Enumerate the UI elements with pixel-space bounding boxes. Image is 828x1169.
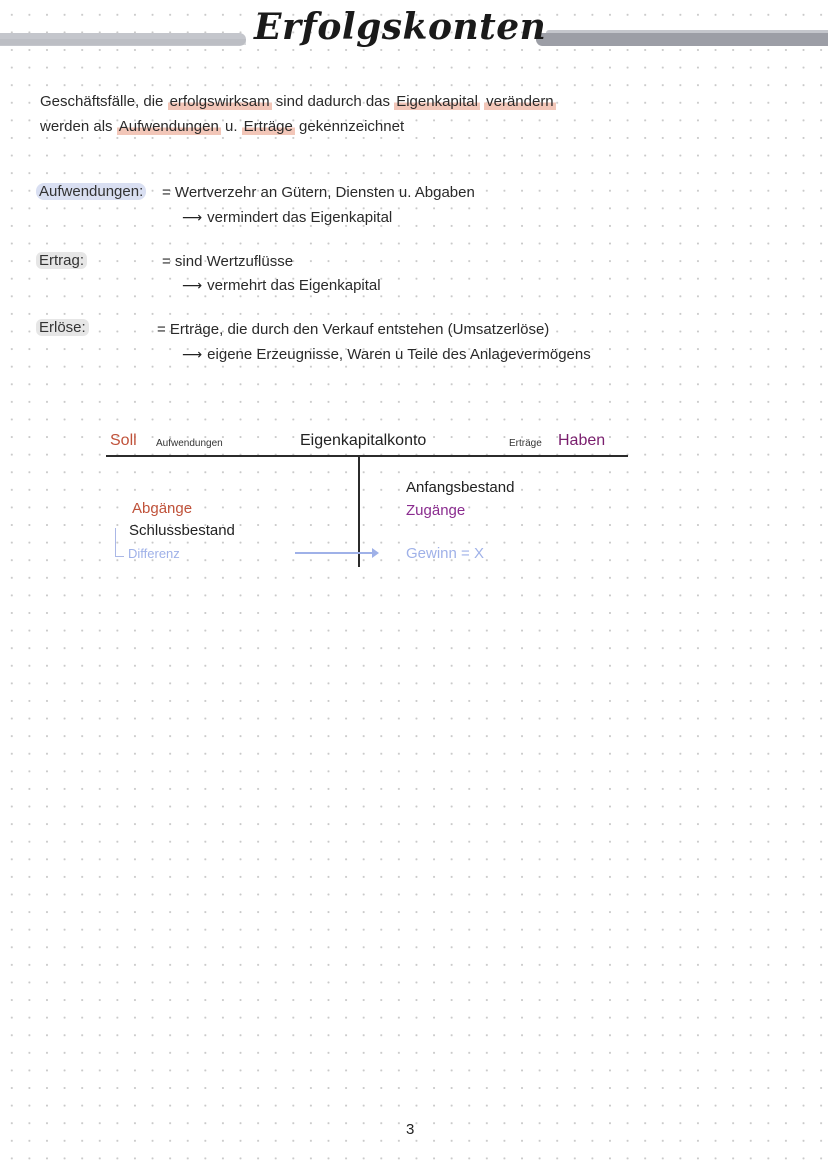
definition-text: vermindert das Eigenkapital: [207, 209, 393, 226]
term-ertrag: Ertrag:: [36, 252, 87, 269]
highlight-eigenkapital: Eigenkapital: [396, 93, 478, 110]
arrow-right-icon: ⟶: [182, 278, 203, 294]
term-aufwendungen: Aufwendungen:: [36, 183, 146, 200]
definition-aufwendungen-line2: [182, 207, 392, 226]
highlight-aufwendungen: Aufwendungen: [118, 118, 219, 135]
right-item-gewinn: Gewinn = X: [406, 545, 484, 562]
definition-ertrag-line2: [182, 275, 381, 294]
definition-erloese-line2: [182, 344, 591, 363]
left-item-schlussbestand: Schlussbestand: [129, 522, 235, 539]
highlight-erfolgswirksam: erfolgswirksam: [169, 93, 270, 110]
aufwendungen-label: Aufwendungen: [156, 438, 223, 449]
definition-ertrag-line1: = sind Wertzuflüsse: [162, 253, 294, 270]
account-title: Eigenkapitalkonto: [300, 432, 427, 449]
intro-text: werden als: [40, 118, 113, 135]
right-item-anfangsbestand: Anfangsbestand: [406, 479, 515, 496]
intro-text: sind dadurch das: [275, 93, 391, 110]
soll-label: Soll: [110, 432, 137, 449]
left-item-differenz: Differenz: [128, 546, 180, 561]
term-erloese: Erlöse:: [36, 319, 89, 336]
definition-text: vermehrt das Eigenkapital: [207, 277, 381, 294]
intro-text: gekennzeichnet: [299, 118, 405, 135]
arrow-right-icon: ⟶: [182, 210, 203, 226]
difference-bracket: [115, 528, 124, 557]
highlight-veraendern: verändern: [486, 93, 554, 110]
t-account-horizontal-line: [106, 455, 628, 457]
intro-text: Geschäftsfälle, die: [40, 93, 164, 110]
intro-line-1: [40, 93, 556, 110]
definition-erloese-line1: = Erträge, die durch den Verkauf entstehen (Umsatzerlöse): [157, 321, 550, 338]
definition-aufwendungen-line1: = Wertverzehr an Gütern, Diensten u. Abgaben: [162, 184, 475, 201]
page-number: 3: [406, 1121, 415, 1138]
intro-text: u.: [224, 118, 238, 135]
right-item-zugaenge: Zugänge: [406, 502, 466, 519]
highlight-ertraege: Erträge: [243, 118, 293, 135]
definition-text: eigene Erzeugnisse, Waren u Teile des Anlagevermögens: [207, 346, 591, 363]
title-bar-right: [536, 33, 828, 46]
difference-arrow: [295, 552, 377, 554]
intro-line-2: [40, 118, 404, 135]
title-bar-left-shadow: [0, 39, 246, 45]
t-account-vertical-line: [358, 457, 360, 567]
haben-label: Haben: [558, 432, 606, 449]
page-title: Erfolgskonten: [254, 6, 547, 48]
ertraege-label: Erträge: [509, 438, 542, 449]
arrow-right-icon: ⟶: [182, 347, 203, 363]
left-item-abgaenge: Abgänge: [132, 500, 193, 517]
